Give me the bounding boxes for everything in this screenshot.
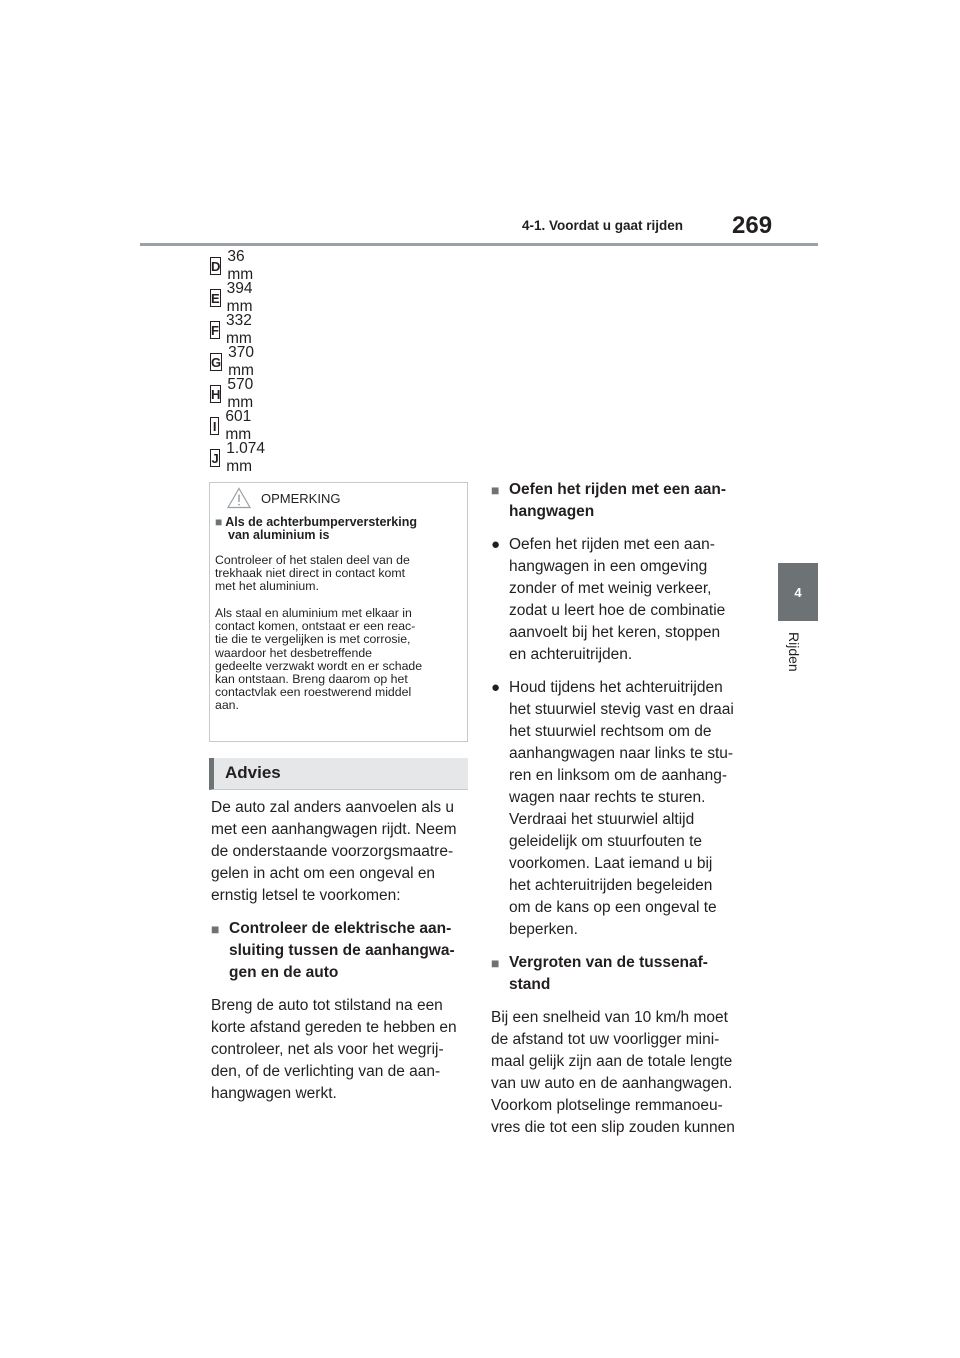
right-column [491,479,756,1139]
notice-paragraph: Als staal en aluminium met elkaar in contact komen, ontstaat er een reac- tie die te vergelijken is met corrosie, waardoor het desbetreffende gedeelte verzwakt wordt en er schade kan ontstaan. Breng daarom op het contactvlak een roestwerend middel aan. [215,606,423,713]
bullet-item: ● Oefen het rijden met een aan- hangwagen in een omgeving zonder of met weinig verkeer, zodat u leert hoe de combinatie aanvoelt bij het keren, stoppen en achteruitrijden. [491,534,756,666]
bullet-item: ● Houd tijdens het achteruitrijden het stuurwiel stevig vast en draai het stuurwiel rechtsom om de aanhangwagen naar links te stu- ren en linksom om de aanhang- wagen naar rechts te sturen. Verdraai het stuurwiel altijd geleidelijk om stuurfouten te voorkomen. Laat iemand u bij het achteruitrijden begeleiden om de kans op een ongeval te beperken. [491,677,756,941]
intro-paragraph: De auto zal anders aanvoelen als u met een aanhangwagen rijdt. Neem de onderstaande voorzorgsmaatre- gelen in acht om een ongeval en ernstig letsel te voorkomen: [211,799,457,904]
notice-title: OPMERKING [261,491,341,506]
dimension-label: G [211,354,222,370]
dimension-item [210,312,257,347]
notice-box [209,482,468,742]
chapter-tab: 4 [778,563,818,621]
square-bullet-icon: ■ [215,515,223,529]
dimension-item [210,344,257,379]
dimension-value: 570 mm [227,376,254,411]
page-number: 269 [732,212,773,239]
dimension-label: E [211,290,220,306]
square-bullet-icon: ■ [211,921,220,937]
dimension-label: H [211,386,221,402]
dimension-item [210,248,257,283]
warning-icon [227,487,251,509]
dimension-value: 36 mm [227,248,254,283]
subheading-practice: ■ Oefen het rijden met een aan- hangwagen [491,479,756,523]
dimension-label: I [210,417,219,435]
dimension-value: 332 mm [225,312,252,347]
advice-title: Advies [225,763,281,782]
subheading-connection: ■ Controleer de elektrische aan- sluiting tussen de aanhangwa- gen en de auto [211,918,471,984]
dimension-item [210,440,270,475]
square-bullet-icon: ■ [491,482,500,498]
dimension-value: 601 mm [225,408,252,443]
left-column [211,797,471,1105]
dimension-item [210,376,257,411]
notice-paragraph: Controleer of het stalen deel van de trekhaak niet direct in contact komt met het aluminium. [215,553,410,594]
dimension-value: 1.074 mm [226,440,266,475]
dimension-label: D [211,258,221,274]
subheading-distance: ■ Vergroten van de tussenaf- stand [491,952,756,996]
dimension-item [210,408,257,443]
advice-header [209,758,468,790]
section-title: 4-1. Voordat u gaat rijden [522,218,684,233]
dimension-value: 394 mm [226,280,253,315]
dimension-value: 370 mm [228,344,254,379]
dimension-item [210,280,257,315]
header-rule [140,243,818,246]
dimension-label: J [211,450,219,466]
chapter-label: Rijden [786,632,802,672]
distance-paragraph: Bij een snelheid van 10 km/h moet de afstand tot uw voorligger mini- maal gelijk zijn aan de totale lengte van uw auto en de aanhangwagen. Voorkom plotselinge remmanoeu- vres die tot een slip zouden kunnen [491,1009,735,1136]
connection-paragraph: Breng de auto tot stilstand na een korte afstand gereden te hebben en controleer, net als voor het wegrij- den, of de verlichting van de aan- hangwagen werkt. [211,997,457,1102]
bullet-dot-icon: ● [491,679,501,696]
dimension-label: F [211,322,219,338]
bullet-dot-icon: ● [491,536,501,553]
square-bullet-icon: ■ [491,955,500,971]
notice-heading: ■ Als de achterbumperversterking van aluminium is [215,515,417,542]
